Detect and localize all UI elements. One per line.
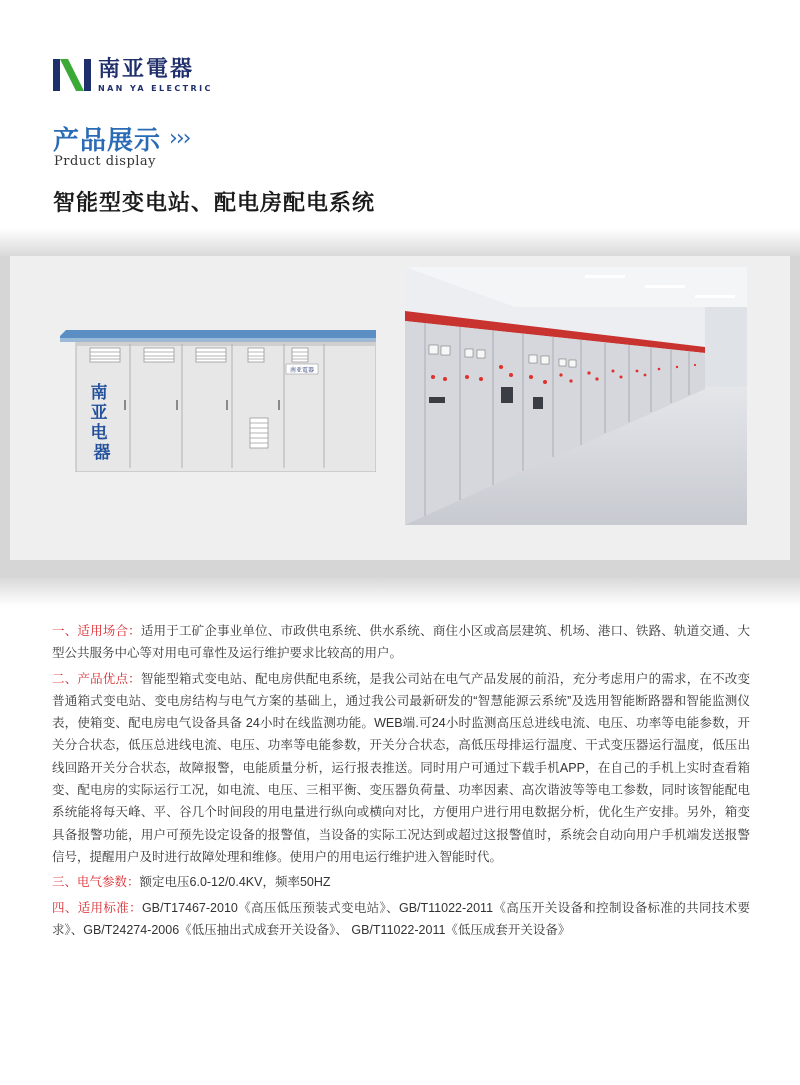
section-body: GB/T17467-2010《高压低压预装式变电站》、GB/T11022-2011《高压开关设备和控制设备标准的共同技术要求》、GB/T24274-2006《低压抽出式成套开关设备》、 GB/T11022-2011《低压成套开关设备》 — [52, 900, 750, 937]
section-advantages — [52, 668, 750, 869]
section-title-en: Prduct display — [54, 154, 157, 169]
substation-sign-text: 南亚電器 — [289, 367, 315, 374]
logo-chinese-name: 南亚電器 — [98, 56, 195, 82]
image-band-bottom-shadow — [0, 578, 800, 606]
section-standards — [52, 897, 750, 942]
section-heading — [53, 120, 189, 157]
section-body: 智能型箱式变电站、配电房供配电系统，是我公司站在电气产品发展的前沿，充分考虑用户的需求，在不改变普通箱式变电站、变电房结构与电气方案的基础上，通过我公司最新研发的“智慧能源云系统”及选用智能断路器和智能监测仪表，使箱变、配电房电气设备具备 24小时在线监测功能。WEB端.可24小时监测高压总进线电流、电压、功率等电能参数，开关分合状态，低压总进线电流、电压、功率等电能参数，开关分合状态，高低压母排运行温度、干式变压器运行温度，低压出线回路开关分合状态，故障报警，电能质量分析，运行报表推送。同时用户可通过下载手机APP，在自己的手机上实时查看箱变、配电房的实际运行工况，如电流、电压、三相平衡、变压器负荷量、功率因素、高次谐波等等电工参数，同时该智能配电系统能将每天峰、平、谷几个时间段的用电量进行纵向或横向对比，方便用户进行用电数据分析，优化生产安排。另外，箱变具备报警功能，用户可预先设定设备的报警值，当设备的实际工况达到或超过这报警值时，系统会自动向用户手机端发送报警信号，提醒用户及时进行故障处理和维修。使用户的用电运行维护进入智能时代。 — [52, 671, 750, 864]
substation-brand-char: 电 — [90, 423, 108, 443]
substation-brand-char: 亚 — [90, 403, 108, 423]
image-band-top-shadow — [0, 228, 800, 256]
section-label: 二、产品优点： — [52, 671, 141, 686]
substation-brand-text — [91, 382, 114, 463]
section-applicable-scenarios — [52, 620, 750, 665]
switch-room-photo — [405, 267, 747, 525]
chevron-arrows-icon: ››› — [169, 126, 190, 151]
substation-brand-char: 南 — [90, 383, 108, 403]
substation-brand-char: 器 — [93, 443, 111, 463]
product-title: 智能型变电站、配电房配电系统 — [53, 191, 376, 216]
description-text — [52, 620, 750, 944]
section-label: 四、适用标准： — [52, 900, 142, 915]
company-logo — [52, 57, 213, 93]
section-label: 三、电气参数： — [52, 875, 140, 890]
section-body: 适用于工矿企事业单位、市政供电系统、供水系统、商住小区或高层建筑、机场、港口、铁路、轨道交通、大型公共服务中心等对用电可靠性及运行维护要求比较高的用户。 — [52, 624, 750, 661]
section-electrical-params — [52, 871, 750, 893]
logo-n-icon — [52, 57, 92, 93]
section-body: 额定电压6.0-12/0.4KV，频率50HZ — [139, 875, 331, 890]
substation-image — [60, 330, 376, 472]
section-label: 一、适用场合： — [52, 624, 141, 638]
logo-english-name: NAN YA ELECTRIC — [98, 83, 213, 93]
section-title-cn: 产品展示 — [53, 126, 162, 156]
